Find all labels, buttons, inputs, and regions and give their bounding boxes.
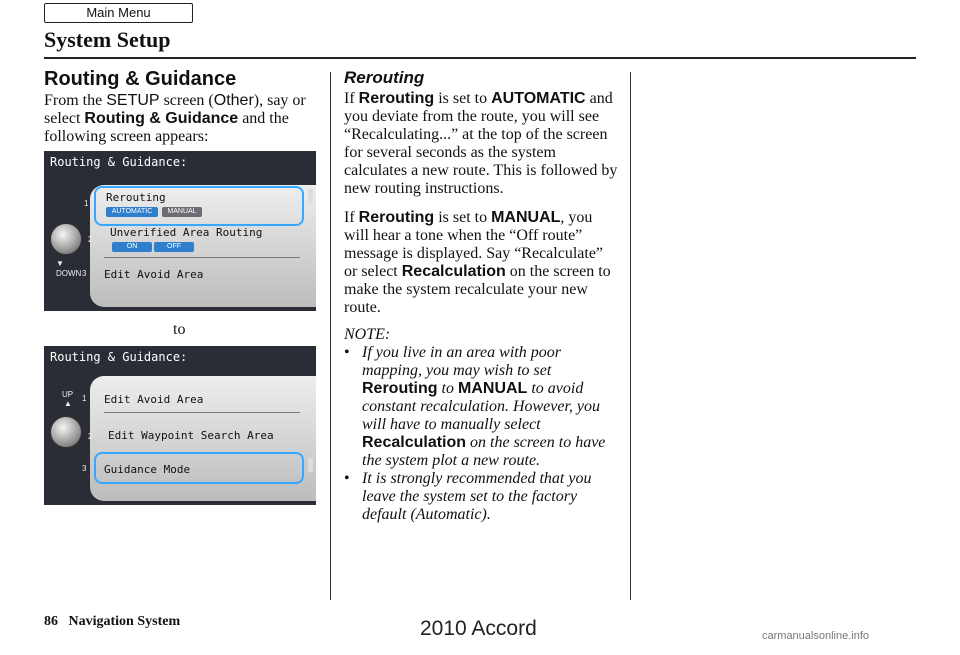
- row-divider: [104, 412, 300, 413]
- note-label: NOTE:: [344, 326, 391, 343]
- list-item: • If you live in an area with poor mapping, you may wish to set Rerouting to MANUAL to avoid constant recalculation. However, you will have to manually select Recalculation on the screen to have the system plot a new route.: [344, 344, 620, 470]
- rerouting-automatic-paragraph: If Rerouting is set to AUTOMATIC and you deviate from the route, you will see “Recalculating...” at the top of the screen for several seconds as the system calculates a new route. This is followed by new routing instructions.: [344, 90, 618, 197]
- to-label: to: [173, 321, 186, 338]
- notes-list: [344, 344, 620, 524]
- item-number: 3: [82, 464, 87, 473]
- option-on[interactable]: ON: [112, 242, 152, 252]
- scrollbar[interactable]: [308, 189, 313, 203]
- down-arrow-icon: ▼: [56, 259, 64, 268]
- site-watermark: carmanualsonline.info: [762, 630, 870, 642]
- section-heading-rerouting: Rerouting: [344, 68, 425, 87]
- menu-item-edit-waypoint-search-area[interactable]: Edit Waypoint Search Area: [108, 429, 274, 442]
- menu-item-guidance-mode[interactable]: Guidance Mode: [104, 463, 191, 476]
- option-manual[interactable]: MANUAL: [162, 207, 202, 217]
- main-menu-button[interactable]: Main Menu: [44, 3, 193, 23]
- model-watermark: 2010 Accord: [420, 617, 537, 640]
- screen-title: Routing & Guidance:: [50, 350, 188, 364]
- screen-routing-guidance-1: [44, 151, 316, 311]
- up-label: UP: [62, 390, 74, 399]
- column-divider-left: [330, 72, 331, 600]
- item-number: 1: [84, 199, 89, 208]
- menu-item-edit-avoid-area[interactable]: Edit Avoid Area: [104, 393, 204, 406]
- down-label: DOWN: [56, 269, 82, 278]
- joystick-icon: [50, 223, 82, 255]
- list-item: • It is strongly recommended that you leave the system set to the factory default (Automatic).: [344, 470, 620, 524]
- option-automatic[interactable]: AUTOMATIC: [106, 207, 158, 217]
- item-number: 3: [82, 269, 87, 278]
- item-number: 1: [82, 394, 87, 403]
- header-divider: [44, 57, 916, 59]
- scrollbar[interactable]: [308, 458, 313, 472]
- menu-item-unverified-area-routing[interactable]: Unverified Area Routing: [110, 226, 263, 239]
- up-arrow-icon: ▲: [64, 399, 72, 408]
- screen-title: Routing & Guidance:: [50, 155, 188, 169]
- menu-item-rerouting[interactable]: Rerouting: [106, 191, 166, 204]
- section-heading-routing-guidance: Routing & Guidance: [44, 68, 237, 90]
- intro-paragraph: From the SETUP screen (Other), say or select Routing & Guidance and the following screen appears:: [44, 92, 306, 145]
- item-number: 2: [88, 432, 93, 441]
- page-title: System Setup: [44, 27, 171, 52]
- column-divider-right: [630, 72, 631, 600]
- menu-item-edit-avoid-area[interactable]: Edit Avoid Area: [104, 268, 204, 281]
- screen-routing-guidance-2: [44, 346, 316, 505]
- rerouting-manual-paragraph: If Rerouting is set to MANUAL, you will hear a tone when the “Off route” message is displayed. Say “Recalculate” or select Recalculation on the screen to make the system recalculate your new route.: [344, 209, 611, 316]
- row-divider: [104, 257, 300, 258]
- joystick-icon: [50, 416, 82, 448]
- option-off[interactable]: OFF: [154, 242, 194, 252]
- page-footer: 86 Navigation System: [44, 614, 181, 629]
- item-number: 2: [88, 235, 93, 244]
